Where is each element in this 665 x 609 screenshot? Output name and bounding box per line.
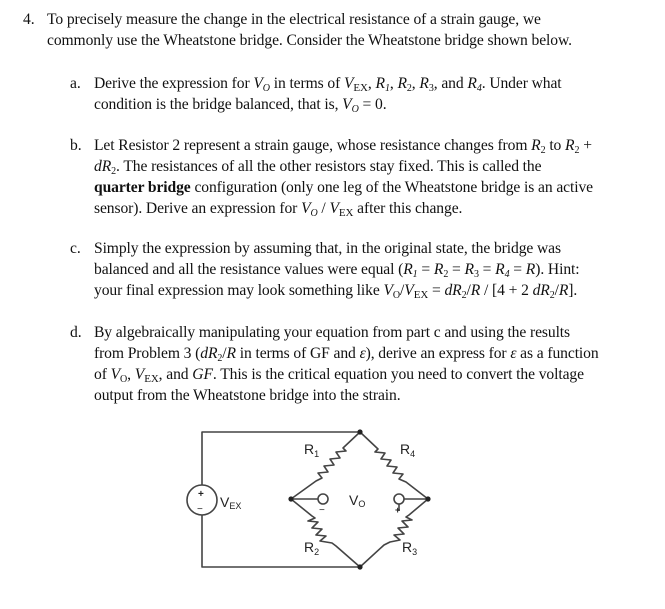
text: / bbox=[400, 282, 405, 299]
sym: R bbox=[403, 261, 413, 278]
sym: V bbox=[253, 75, 263, 92]
sym: V bbox=[329, 200, 339, 217]
sym: R bbox=[525, 261, 536, 278]
sub: 2 bbox=[540, 145, 546, 156]
text: , bbox=[389, 75, 398, 92]
sub: EX bbox=[413, 289, 429, 301]
sub: 2 bbox=[111, 166, 117, 177]
sym: dR bbox=[532, 282, 550, 299]
part-d-line-4: output from the Wheatstone bridge into the strain. bbox=[94, 387, 401, 404]
text: your final expression may look something like bbox=[94, 282, 384, 299]
vo-plus-sign: + bbox=[395, 505, 401, 515]
text: = bbox=[417, 261, 434, 278]
text: / bbox=[222, 345, 227, 362]
part-c-label: c. bbox=[70, 240, 81, 257]
sub: 2 bbox=[549, 290, 555, 301]
sym: R bbox=[531, 137, 541, 154]
part-b-label: b. bbox=[70, 137, 82, 154]
source-minus-sign: − bbox=[197, 504, 203, 515]
sym: R bbox=[558, 282, 569, 299]
problem-number: 4. bbox=[23, 11, 35, 28]
text: from Problem 3 ( bbox=[94, 345, 201, 362]
sub: 3 bbox=[428, 83, 434, 94]
text: in terms of bbox=[269, 75, 344, 92]
sym: R bbox=[397, 75, 407, 92]
text: = bbox=[428, 282, 445, 299]
resistor-r4-icon bbox=[360, 432, 428, 499]
text: balanced and all the resistance values were equal ( bbox=[94, 261, 404, 278]
r1-label: $R_1$ bbox=[304, 441, 320, 459]
bottom-wire bbox=[202, 515, 360, 567]
sym: dR bbox=[200, 345, 218, 362]
sub: 2 bbox=[406, 83, 412, 94]
sub: O bbox=[262, 83, 270, 94]
text: ]. bbox=[568, 282, 578, 299]
text: , bbox=[127, 366, 135, 383]
sym: V bbox=[404, 282, 414, 299]
sym: V bbox=[342, 96, 352, 113]
sym: V bbox=[343, 75, 354, 92]
text: sensor). Derive an expression for bbox=[94, 200, 302, 217]
text: ). Hint: bbox=[535, 261, 580, 278]
vo-plus-terminal-icon bbox=[394, 494, 404, 504]
output-voltage-label: VO bbox=[349, 492, 366, 509]
sym: R bbox=[226, 345, 236, 362]
text: . Under what bbox=[481, 75, 562, 92]
part-a-label: a. bbox=[70, 75, 81, 92]
sub: 2 bbox=[217, 353, 223, 364]
r2-label: $R_2$ bbox=[304, 539, 320, 557]
sub: 4 bbox=[504, 269, 510, 280]
text: = bbox=[509, 261, 526, 278]
text: condition is the bridge balanced, that is, bbox=[94, 96, 343, 113]
sub: O bbox=[392, 290, 401, 301]
sym: dR bbox=[94, 158, 112, 175]
vo-minus-terminal-icon bbox=[318, 494, 328, 504]
sub: EX bbox=[353, 82, 368, 94]
sym: R bbox=[565, 137, 575, 154]
text: / [4 + 2 bbox=[480, 282, 533, 299]
resistor-r3-icon bbox=[360, 499, 428, 567]
sym: R bbox=[433, 261, 444, 278]
sym: R bbox=[419, 75, 429, 92]
resistor-r1-icon bbox=[291, 432, 360, 499]
sub: 4 bbox=[476, 83, 482, 94]
sub: O bbox=[120, 374, 128, 385]
text: + bbox=[579, 137, 592, 154]
part-c-line-1: Simply the expression by assuming that, in the original state, the bridge was bbox=[94, 240, 561, 257]
text: . The resistances of all the other resistors stay fixed. This is called the bbox=[116, 158, 542, 175]
sym: V bbox=[383, 282, 393, 299]
sym: ε bbox=[510, 345, 517, 362]
source-label: VEX bbox=[220, 494, 242, 511]
r4-label: $R_4$ bbox=[400, 441, 416, 459]
sym: V bbox=[134, 366, 145, 383]
sub: 2 bbox=[574, 145, 580, 156]
node-bottom bbox=[357, 564, 362, 569]
text: = bbox=[448, 261, 465, 278]
text: after this change. bbox=[353, 200, 463, 217]
sub: EX bbox=[338, 207, 354, 219]
r3-label: $R_3$ bbox=[402, 539, 418, 557]
sym: R bbox=[467, 75, 477, 92]
bold-term: quarter bridge bbox=[94, 179, 191, 196]
sym: V bbox=[110, 366, 121, 383]
problem-intro-line-1: To precisely measure the change in the electrical resistance of a strain gauge, we bbox=[47, 11, 541, 28]
part-d-label: d. bbox=[70, 324, 82, 341]
sym: ε bbox=[359, 345, 366, 362]
text: Let Resistor 2 represent a strain gauge, whose resistance changes from bbox=[94, 137, 532, 154]
sym: V bbox=[301, 200, 311, 217]
sub: 2 bbox=[461, 290, 467, 301]
node-left bbox=[288, 496, 293, 501]
part-d-line-1: By algebraically manipulating your equation from part c and using the results bbox=[94, 324, 571, 341]
text: configuration (only one leg of the Wheatstone bridge is an active bbox=[190, 179, 593, 196]
text: Derive the expression for bbox=[94, 75, 254, 92]
text: in terms of GF and bbox=[235, 345, 360, 362]
text: / bbox=[466, 282, 471, 299]
text: to bbox=[545, 137, 566, 154]
sym: R bbox=[375, 75, 385, 92]
sub: EX bbox=[144, 373, 159, 385]
vo-minus-sign: − bbox=[319, 505, 325, 516]
sym: R bbox=[464, 261, 474, 278]
text: / bbox=[554, 282, 559, 299]
node-right bbox=[425, 496, 430, 501]
sub: O bbox=[351, 104, 359, 115]
text: of bbox=[94, 366, 111, 383]
source-plus-sign: + bbox=[198, 489, 204, 500]
sub: 1 bbox=[384, 83, 390, 94]
text: . This is the critical equation you need to convert the voltage bbox=[212, 366, 584, 383]
resistor-r2-icon bbox=[291, 499, 360, 567]
text: , and bbox=[158, 366, 193, 383]
sub: 3 bbox=[473, 269, 479, 280]
sub: 1 bbox=[412, 269, 418, 280]
sym: GF bbox=[192, 366, 213, 383]
text: = bbox=[478, 261, 496, 278]
node-top bbox=[357, 429, 362, 434]
text: ), derive an express for bbox=[365, 345, 511, 362]
text: , bbox=[411, 75, 420, 92]
sym: R bbox=[495, 261, 505, 278]
text: / bbox=[317, 200, 330, 217]
sym: dR bbox=[444, 282, 462, 299]
problem-intro-line-2: commonly use the Wheatstone bridge. Consider the Wheatstone bridge shown below. bbox=[47, 32, 572, 49]
text: , bbox=[367, 75, 376, 92]
sub: 2 bbox=[443, 269, 449, 280]
sym: R bbox=[470, 282, 481, 299]
text: = 0. bbox=[358, 96, 387, 113]
text: , and bbox=[433, 75, 468, 92]
sub: O bbox=[310, 208, 318, 219]
text: as a function bbox=[516, 345, 599, 362]
